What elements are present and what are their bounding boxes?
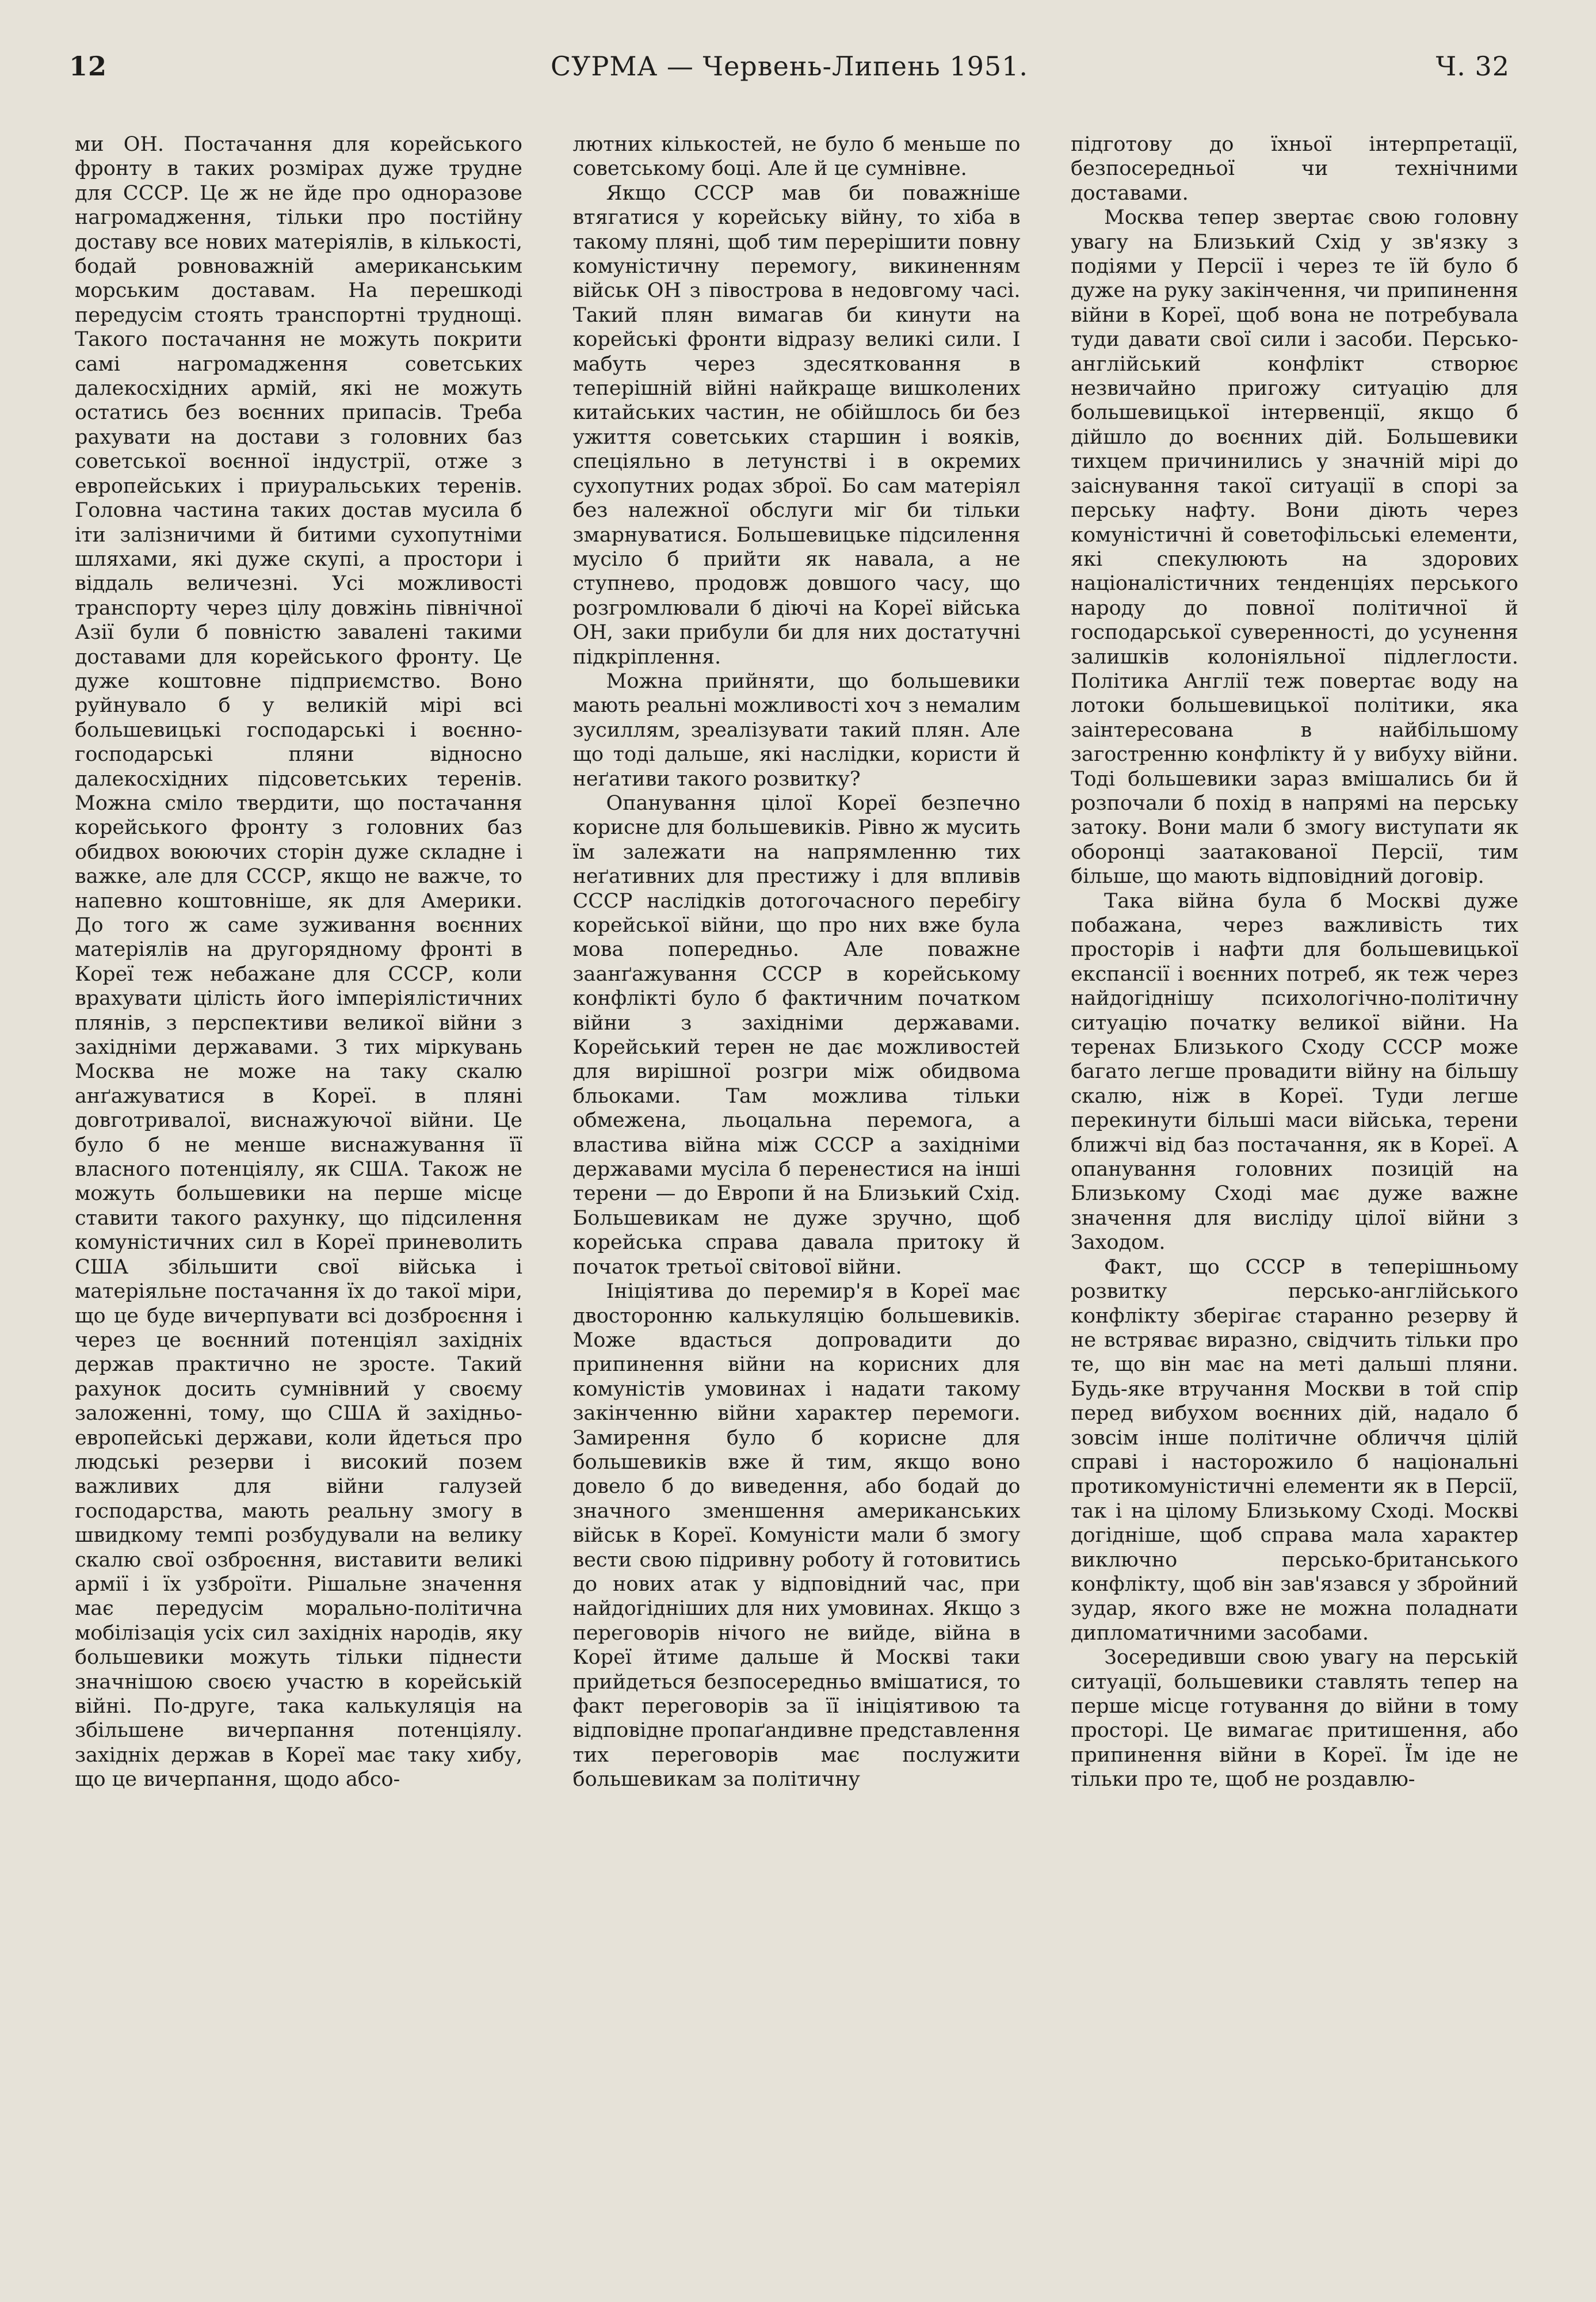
publication-title: СУРМА — Червень-Липень 1951. [550, 51, 1029, 82]
paragraph: підготову до їхньої інтерпретації, безпосередньої чи технічними доставами. [1071, 133, 1518, 205]
issue-number: Ч. 32 [1435, 51, 1510, 82]
paragraph: ми ОН. Постачання для корейського фронту в таких розмірах дуже трудне для СССР. Це ж не йде про одноразове нагромадження, тільки про постійну доставу все нових матеріялів, в кількості, бодай ровноважній американським морським доставам. На перешкоді передусім стоять транспортні труднощі. Такого постачання не можуть покрити самі нагромадження советських далекосхідних армій, які не можуть остатись без воєнних припасів. Треба рахувати на достави з головних баз советської воєнної індустрії, отже з европейських і приуральських теренів. Головна частина таких достав мусила б іти залізничими й битими сухопутніми шляхами, які дуже скупі, а простори і віддаль величезні. Усі можливості транспорту через цілу довжінь північної Азії були б повністю завалені такими доставами для корейського фронту. Це дуже коштовне підприємство. Воно руйнувало б у великій мірі всі большевицькі господарські і воєнно-господарські пляни відносно далекосхідних підсоветських теренів. Можна сміло твердити, що постачання корейського фронту з головних баз обидвох воюючих сторін дуже складне і важке, але для СССР, якщо не важче, то напевно коштовніше, як для Америки. До того ж саме зуживання воєнних матеріялів на другорядному фронті в Кореї теж небажане для СССР, коли врахувати цілість його імперіялістичних плянів, з перспективи великої війни з західніми державами. З тих міркувань Москва не може на таку скалю анґажуватися в Кореї. в пляні довготривалої, виснажуючої війни. Це було б не менше виснажування її власного потенціялу, як США. Також не можуть большевики на перше місце ставити такого рахунку, що підсилення комуністичних сил в Кореї приневолить США збільшити свої війська і матеріяльне постачання їх до такої міри, що це буде вичерпувати всі дозброєння і через це воєнний потенціял західніх держав практично не зросте. Такий рахунок досить сумнівний у своєму заложенні, тому, що США й західньо-европейські держави, коли йдеться про людські резерви і високий позем важливих для війни галузей господарства, мають реальну змогу в швидкому темпі розбудували на велику скалю свої озброєння, виставити великі армії і їх узброїти. Рішальне значення має передусім морально-політична мобілізація усіх сил західніх народів, яку большевики можуть тільки піднести значнішою своєю участю в корейській війні. По-друге, така калькуляція на збільшене вичерпання потенціялу. західніх держав в Кореї має таку хибу, що це вичерпання, щодо абсо- [75, 133, 522, 1792]
paragraph: Зосередивши свою увагу на перській ситуації, большевики ставлять тепер на перше місце готування до війни в тому просторі. Це вимагає притишення, або припинення війни в Кореї. Їм іде не тільки про те, щоб не роздавлю- [1071, 1646, 1518, 1792]
paragraph: Ініціятива до перемир'я в Кореї має двосторонню калькуляцію большевиків. Може вдасться допровадити до припинення війни на корисних для комуністів умовинах і надати такому закінченню війни характер перемоги. Замирення було б корисне для большевиків вже й тим, якщо воно довело б до виведення, або бодай до значного зменшення американських військ в Кореї. Комуністи мали б змогу вести свою підривну роботу й готовитись до нових атак у відповідний час, при найдогідніших для них умовинах. Якщо з переговорів нічого не вийде, війна в Кореї йтиме дальше й Москві таки прийдеться безпосередньо вмішатися, то факт переговорів за її ініціятивою та відповідне пропаґандивне представлення тих переговорів має послужити большевикам за політичну [572, 1280, 1021, 1792]
paragraph: Така війна була б Москві дуже побажана, через важливість тих просторів і нафти для большевицької експансії і воєнних потреб, як теж через найдогіднішу психологічно-політичну ситуацію початку великої війни. На теренах Близького Сходу СССР може багато легше провадити війну на більшу скалю, ніж в Кореї. Туди легше перекинути більші маси війська, терени ближчі від баз постачання, як в Кореї. А опанування головних позицій на Близькому Сході має дуже важне значення для висліду цілої війни з Заходом. [1071, 889, 1518, 1255]
paragraph: Москва тепер звертає свою головну увагу на Близький Схід у зв'язку з подіями у Персії і через те їй було б дуже на руку закінчення, чи припинення війни в Кореї, щоб вона не потребувала туди давати свої сили і засоби. Персько-англійський конфлікт створює незвичайно пригожу ситуацію для большевицької інтервенції, якщо б дійшло до воєнних дій. Большевики тихцем причинились у значній мірі до заіснування такої ситуації в спорі за перську нафту. Вони діють через комуністичні й советофільські елементи, які спекулюють на здорових націоналістичних тенденціях перського народу до повної політичної й господарської суверенності, до усунення залишків колоніяльної підлеглости. Політика Англії теж повертає воду на лотоки большевицької політики, яка заінтересована в найбільшому загостренню конфлікту й у вибуху війни. Тоді большевики зараз вмішались би й розпочали б похід в напрямі на перську затоку. Вони мали б змогу виступати як оборонці заатакованої Персії, тим більше, що мають відповідний договір. [1071, 206, 1518, 889]
page-header [69, 51, 1510, 97]
paragraph: Опанування цілої Кореї безпечно корисне для большевиків. Рівно ж мусить їм залежати на напрямленню тих неґативних для престижу і для впливів СССР наслідків дотогочасного перебігу корейської війни, що про них вже була мова попередньо. Але поважне заанґажування СССР в корейському конфлікті було б фактичним початком війни з західніми державами. Корейський терен не дає можливостей для вирішної розгри між обидвома бльоками. Там можлива тільки обмежена, льоцальна перемога, а властива війна між СССР а західніми державами мусіла б перенестися на інші терени — до Европи й на Близький Схід. Большевикам не дуже зручно, щоб корейська справа давала притоку й початок третьої світової війни. [572, 791, 1021, 1279]
page-number: 12 [69, 51, 108, 82]
paragraph: Факт, що СССР в теперішньому розвитку персько-англійського конфлікту зберігає старанно резерву й не встряває виразно, свідчить тільки про те, що він має на меті дальші пляни. Будь-яке втручання Москви в той спір перед вибухом воєнних дій, надало б зовсім інше політичне обличчя цілій справі і насторожило б національні протикомуністичні елементи як в Персії, так і на цілому Близькому Сході. Москві догідніше, щоб справа мала характер виключно персько-британського конфлікту, щоб він зав'язався у збройний зудар, якого вже не можна поладнати дипломатичними засобами. [1071, 1255, 1518, 1645]
article-columns [75, 132, 1518, 2279]
paragraph: лютних кількостей, не було б меньше по советському боці. Але й це сумнівне. [572, 133, 1021, 181]
column-1 [75, 132, 522, 2279]
paragraph: Якщо СССР мав би поважніше втягатися у корейську війну, то хіба в такому пляні, щоб тим перерішити повну комуністичну перемогу, викиненням військ ОН з півострова в недовгому часі. Такий плян вимагав би кинути на корейські фронти відразу великі сили. І мабуть через здесятковання в теперішній війні найкраще вишколених китайських частин, не обійшлось би без ужиття советських старшин і вояків, спеціяльно в летунстві і в окремих сухопутних родах зброї. Бо сам матеріял без належної обслуги міг би тільки змарнуватися. Большевицьке підсилення мусіло б прийти як навала, а не ступнево, продовж довшого часу, що розгромлювали б діючі на Кореї війська ОН, заки прибули би для них достатучні підкріплення. [572, 181, 1021, 669]
column-2 [573, 132, 1021, 2279]
paragraph: Можна прийняти, що большевики мають реальні можливості хоч з немалим зусиллям, зреалізувати такий плян. Але що тоді дальше, які наслідки, користи й неґативи такого розвитку? [572, 669, 1021, 791]
column-3 [1071, 132, 1518, 2279]
